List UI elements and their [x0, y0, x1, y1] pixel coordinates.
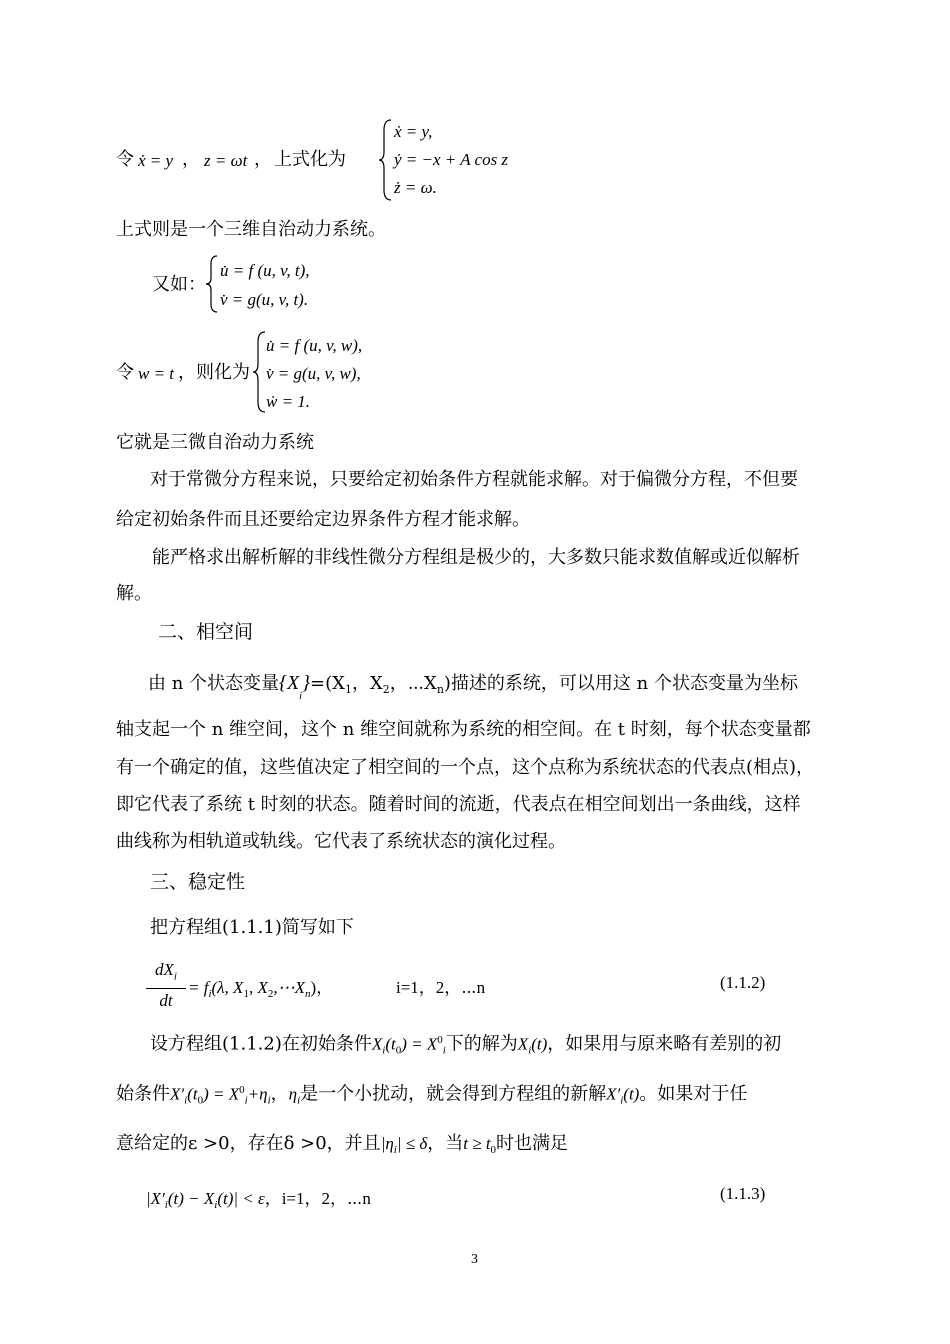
text: ，X: [351, 673, 383, 694]
subscript: n: [436, 683, 444, 697]
subscript: 2: [382, 683, 390, 697]
text-ze-hua-wei: ，则化为: [178, 362, 250, 383]
system2-line2: v̇ = g(u, v, t).: [220, 290, 309, 309]
fraction: [146, 960, 186, 1011]
system1-line2: ẏ = −x + A cos z: [394, 150, 509, 169]
paragraph-line: 曲线称为相轨道或轨线。它代表了系统状态的演化过程。: [116, 831, 566, 852]
equation-rhs: = $f_i(\lambda$, $X_1$, $X_2,\cdots X_n$)，: [188, 978, 334, 1001]
paragraph-line: 对于常微分方程来说，只要给定初始条件方程就能求解。对于偏微分方程，不但要: [150, 469, 798, 490]
fraction-bar: [146, 988, 186, 989]
text-you-ru: 又如：: [152, 274, 206, 295]
system3-line2: v̇ = g(u, v, w),: [266, 364, 361, 383]
text-ling: 令: [116, 149, 134, 170]
text-comma: ，: [254, 149, 272, 170]
system1-line1: ẋ = y,: [394, 122, 433, 141]
page-number: 3: [471, 1252, 478, 1267]
math-w-eq-t: w = t: [138, 364, 175, 383]
paragraph-line: 始条件$X'_i(t_0) = X^0_i+\eta_i$，$\eta_i$是一个小扰动，就会得到方程组的新解$X'_i(t)$。如果对于任: [116, 1083, 748, 1107]
text-shang-shi-hua-wei: 上式化为: [274, 149, 346, 170]
numerator: $dX_i$: [155, 960, 177, 983]
paragraph-line: 意给定的ε >0，存在δ >0，并且$|\eta_i| \le \delta$，当$t \ge t_0$时也满足: [116, 1133, 569, 1157]
math-brace: }: [302, 672, 311, 694]
system1-line3: ż = ω.: [394, 178, 437, 197]
paragraph-line: 把方程组(1.1.1)简写如下: [150, 917, 354, 938]
equation-number: (1.1.3): [720, 1184, 766, 1203]
paragraph-line: [148, 672, 798, 703]
paragraph-line: 解。: [116, 583, 152, 604]
index-range: i=1，2，⋯n: [396, 978, 486, 997]
section-heading: 三、稳定性: [150, 871, 246, 893]
text: )描述的系统，可以用这 n 个状态变量为坐标: [443, 673, 798, 694]
text-ling: 令: [116, 362, 134, 383]
equation-lhs: $|X'_i(t) - X_i(t)| < \varepsilon$，i=1，2，⋯n: [146, 1189, 371, 1212]
section-heading: 二、相空间: [158, 621, 254, 643]
paragraph-line: 有一个确定的值，这些值决定了相空间的一个点，这个点称为系统状态的代表点(相点)，: [116, 757, 815, 778]
paragraph-line: 上式则是一个三维自治动力系统。: [116, 219, 386, 240]
paragraph-line: 给定初始条件而且还要给定边界条件方程才能求解。: [116, 509, 530, 530]
equation-number: (1.1.2): [720, 973, 766, 992]
paragraph-line: 能严格求出解析解的非线性微分方程组是极少的，大多数只能求数值解或近似解析: [152, 547, 800, 568]
subscript: 1: [344, 683, 352, 697]
math-xdot-eq-y: ẋ = y: [138, 151, 174, 170]
system2-line1: u̇ = f (u, v, t),: [220, 261, 310, 280]
math-z-eq-omega-t: z = ωt: [204, 151, 248, 170]
system3-line1: u̇ = f (u, v, w),: [266, 336, 363, 355]
text: ，⋯X: [389, 673, 437, 694]
denominator: dt: [159, 991, 173, 1011]
subscript: i: [299, 691, 303, 703]
left-brace: [378, 118, 394, 202]
paragraph-line: 它就是三微自治动力系统: [116, 432, 314, 453]
system3-line3: ẇ = 1.: [266, 392, 311, 411]
text: =(X: [310, 673, 345, 694]
paragraph-line: 轴支起一个 n 维空间，这个 n 维空间就称为系统的相空间。在 t 时刻，每个状态变量都: [116, 719, 811, 740]
paragraph-line: 设方程组(1.1.2)在初始条件$X_i(t_0) = X^0_i$下的解为$X_i(t)$，如果用与原来略有差别的初: [150, 1033, 782, 1057]
left-brace: [205, 254, 219, 314]
math-set: {X: [279, 672, 300, 694]
text-comma: ，: [182, 149, 200, 170]
text: 由 n 个状态变量: [148, 673, 280, 694]
paragraph-line: 即它代表了系统 t 时刻的状态。随着时间的流逝，代表点在相空间划出一条曲线，这样: [116, 794, 801, 815]
